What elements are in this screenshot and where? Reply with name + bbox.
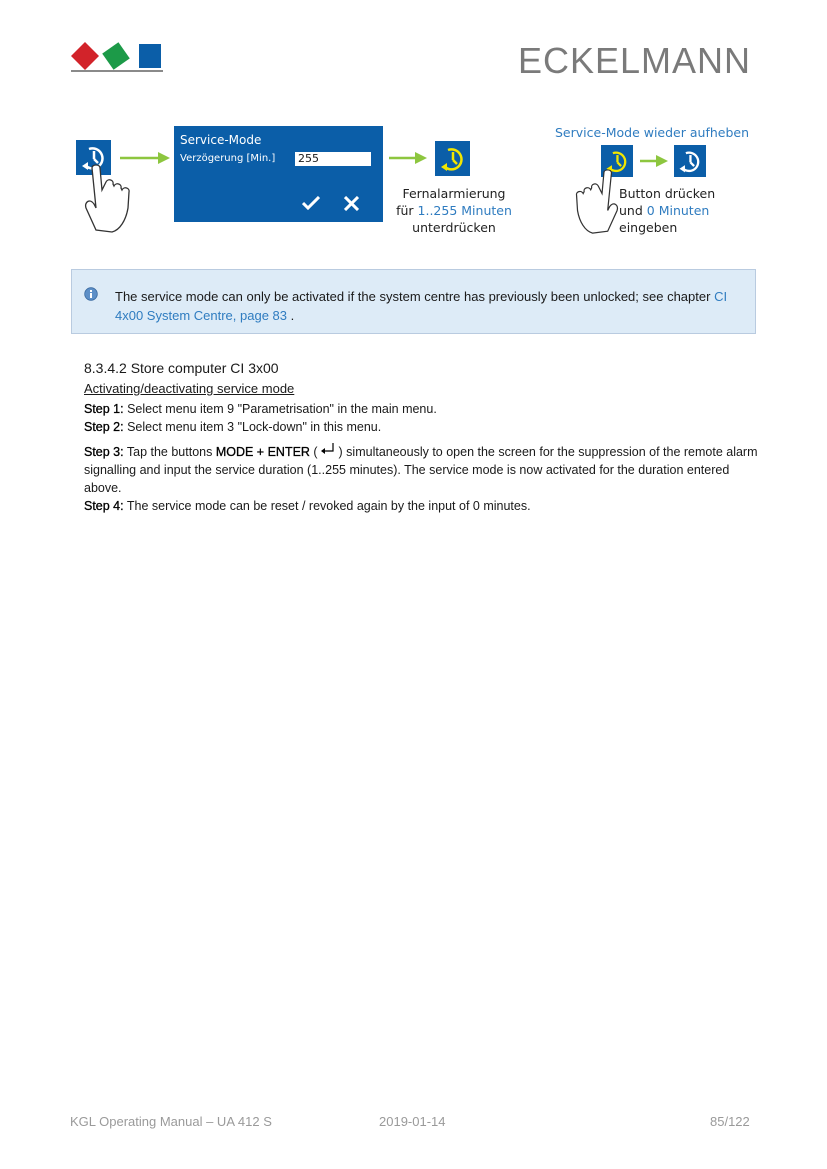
subsection-heading: Activating/deactivating service mode — [84, 381, 295, 396]
step-label: Step 4: — [84, 499, 124, 513]
step-text: The service mode can be reset / revoked again by the input of 0 minutes. — [123, 499, 531, 513]
close-icon[interactable] — [344, 196, 359, 211]
caption-line — [385, 202, 523, 219]
info-note — [71, 269, 756, 334]
caption-highlight: 0 Minuten — [646, 203, 710, 218]
caption-line: eingeben — [619, 220, 678, 235]
caption-line — [619, 202, 749, 219]
step-1 — [84, 400, 764, 418]
section-heading: 8.3.4.2 Store computer CI 3x00 — [84, 360, 279, 376]
step-label: Step 1: — [84, 402, 124, 416]
eckelmann-logo-mark — [71, 40, 163, 74]
step-text: Tap the buttons — [123, 445, 216, 459]
arrow-right-icon — [120, 150, 170, 166]
service-mode-panel — [174, 126, 383, 222]
hand-pointer-icon — [84, 164, 154, 234]
caption-line: unterdrücken — [412, 220, 496, 235]
step-text: Select menu item 9 "Parametrisation" in the main menu. — [123, 402, 437, 416]
reset-title: Service-Mode wieder aufheben — [555, 125, 750, 140]
chapter-link[interactable]: CI 4x00 System Centre, page 83 — [115, 289, 728, 323]
panel-title: Service-Mode — [180, 133, 262, 147]
step-4 — [84, 497, 764, 515]
service-clock-active-icon — [435, 141, 470, 176]
step-text: ) simultaneously to open the screen for the suppression of the remote alarm signalling and input the service duration (1..255 minutes). The service mode is now activated for the duration entered above. — [84, 445, 758, 495]
note-tail: . — [287, 308, 295, 323]
step-text: ( — [309, 445, 322, 459]
step-3 — [84, 443, 764, 497]
footer-page: 85/122 — [710, 1114, 750, 1129]
brand-name: ECKELMANN — [518, 40, 752, 81]
caption-highlight: 1..255 Minuten — [417, 203, 512, 218]
arrow-right-icon — [389, 150, 427, 166]
footer-date: 2019-01-14 — [379, 1114, 446, 1129]
step-label: Step 3: — [84, 445, 124, 459]
hand-pointer-icon — [553, 168, 619, 236]
step-2 — [84, 418, 764, 436]
enter-key-icon — [321, 443, 335, 455]
delay-label: Verzögerung [Min.] — [180, 153, 276, 164]
caption-line: Button drücken — [619, 186, 716, 201]
caption-line: Fernalarmierung — [402, 186, 506, 201]
note-text — [115, 287, 735, 325]
footer-doc: KGL Operating Manual – UA 412 S — [70, 1114, 272, 1129]
arrow-right-icon — [640, 154, 668, 168]
reset-caption — [619, 185, 749, 236]
caption-text: für — [396, 203, 418, 218]
suppress-caption — [385, 185, 523, 236]
delay-input[interactable]: 255 — [295, 152, 371, 166]
note-body: The service mode can only be activated if the system centre has previously been unlocked; see chapter — [115, 289, 715, 304]
check-icon[interactable] — [302, 196, 320, 210]
caption-text: und — [619, 203, 647, 218]
service-clock-icon — [674, 145, 706, 177]
info-icon — [84, 287, 98, 301]
key-combo: MODE + ENTER — [215, 445, 310, 459]
step-label: Step 2: — [84, 420, 124, 434]
step-text: Select menu item 3 "Lock-down" in this menu. — [123, 420, 382, 434]
